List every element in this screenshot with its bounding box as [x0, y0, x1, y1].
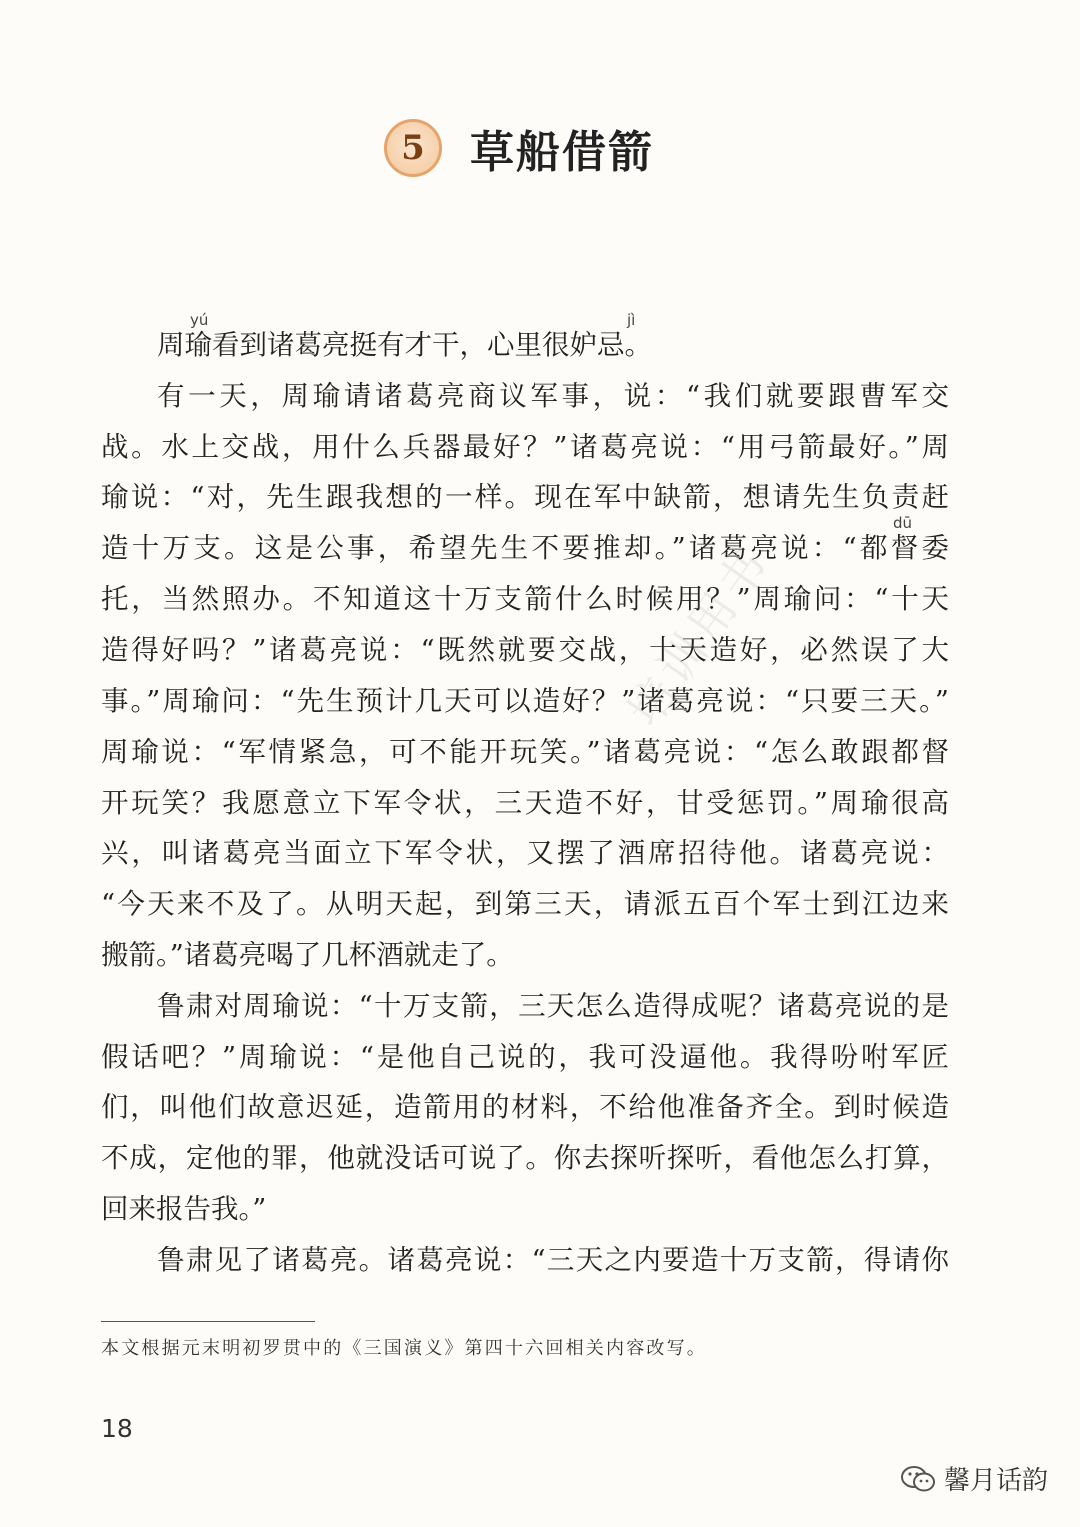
pinyin-ji: jì: [627, 311, 636, 329]
text-line: 事。”周瑜问：“先生预计几天可以造好？”诸葛亮说：“只要三天。”: [101, 685, 949, 717]
text-line: 回来报告我。”: [101, 1193, 267, 1225]
text-line: 鲁肃对周瑜说：“十万支箭，三天怎么造得成呢？诸葛亮说的是: [157, 990, 949, 1022]
footnote: 本文根据元末明初罗贯中的《三国演义》第四十六回相关内容改写。: [101, 1338, 707, 1359]
text-line: 假话吧？”周瑜说：“是他自己说的，我可没逼他。我得吩咐军匠: [101, 1041, 949, 1073]
text-line: 不成，定他的罪，他就没话可说了。你去探听探听，看他怎么打算，: [101, 1142, 949, 1174]
page-number: 18: [101, 1414, 133, 1443]
pinyin-du: dū: [893, 514, 913, 532]
text-line: 周瑜说：“军情紧急，可不能开玩笑。”诸葛亮说：“怎么敢跟都督: [101, 736, 949, 768]
text-line: 瑜说：“对，先生跟我想的一样。现在军中缺箭，想请先生负责赶: [101, 481, 949, 513]
text-line: 开玩笑？我愿意立下军令状，三天造不好，甘受惩罚。”周瑜很高: [101, 787, 949, 819]
text-line: 造得好吗？”诸葛亮说：“既然就要交战，十天造好，必然误了大: [101, 634, 949, 666]
lesson-title: 草船借箭: [470, 127, 654, 178]
text-line: 搬箭。”诸葛亮喝了几杯酒就走了。: [101, 939, 514, 971]
brand-name: 馨月话韵: [943, 1466, 1048, 1496]
text-line: “今天来不及了。从明天起，到第三天，请派五百个军士到江边来: [101, 888, 949, 920]
wechat-icon: [900, 1465, 936, 1493]
brand-watermark: [900, 1460, 1048, 1497]
text-line: 有一天，周瑜请诸葛亮商议军事，说：“我们就要跟曹军交: [157, 380, 949, 412]
lesson-number-badge: [384, 119, 442, 177]
text-line: 战。水上交战，用什么兵器最好？”诸葛亮说：“用弓箭最好。”周: [101, 431, 949, 463]
watermark: 培训用书: [617, 534, 781, 737]
pinyin-yu: yú: [190, 311, 209, 329]
text-line: 鲁肃见了诸葛亮。诸葛亮说：“三天之内要造十万支箭，得请你: [157, 1244, 949, 1276]
text-line: 兴，叫诸葛亮当面立下军令状，又摆了酒席招待他。诸葛亮说：: [101, 837, 949, 869]
lesson-heading: [384, 112, 654, 184]
footnote-divider: [101, 1321, 315, 1322]
text-line: 周瑜看到诸葛亮挺有才干，心里很妒忌。: [157, 329, 652, 361]
text-line: 托，当然照办。不知道这十万支箭什么时候用？”周瑜问：“十天: [101, 583, 949, 615]
text-line: 造十万支。这是公事，希望先生不要推却。”诸葛亮说：“都督委: [101, 532, 949, 564]
text-line: 们，叫他们故意迟延，造箭用的材料，不给他准备齐全。到时候造: [101, 1091, 949, 1123]
lesson-number: 5: [401, 128, 425, 168]
